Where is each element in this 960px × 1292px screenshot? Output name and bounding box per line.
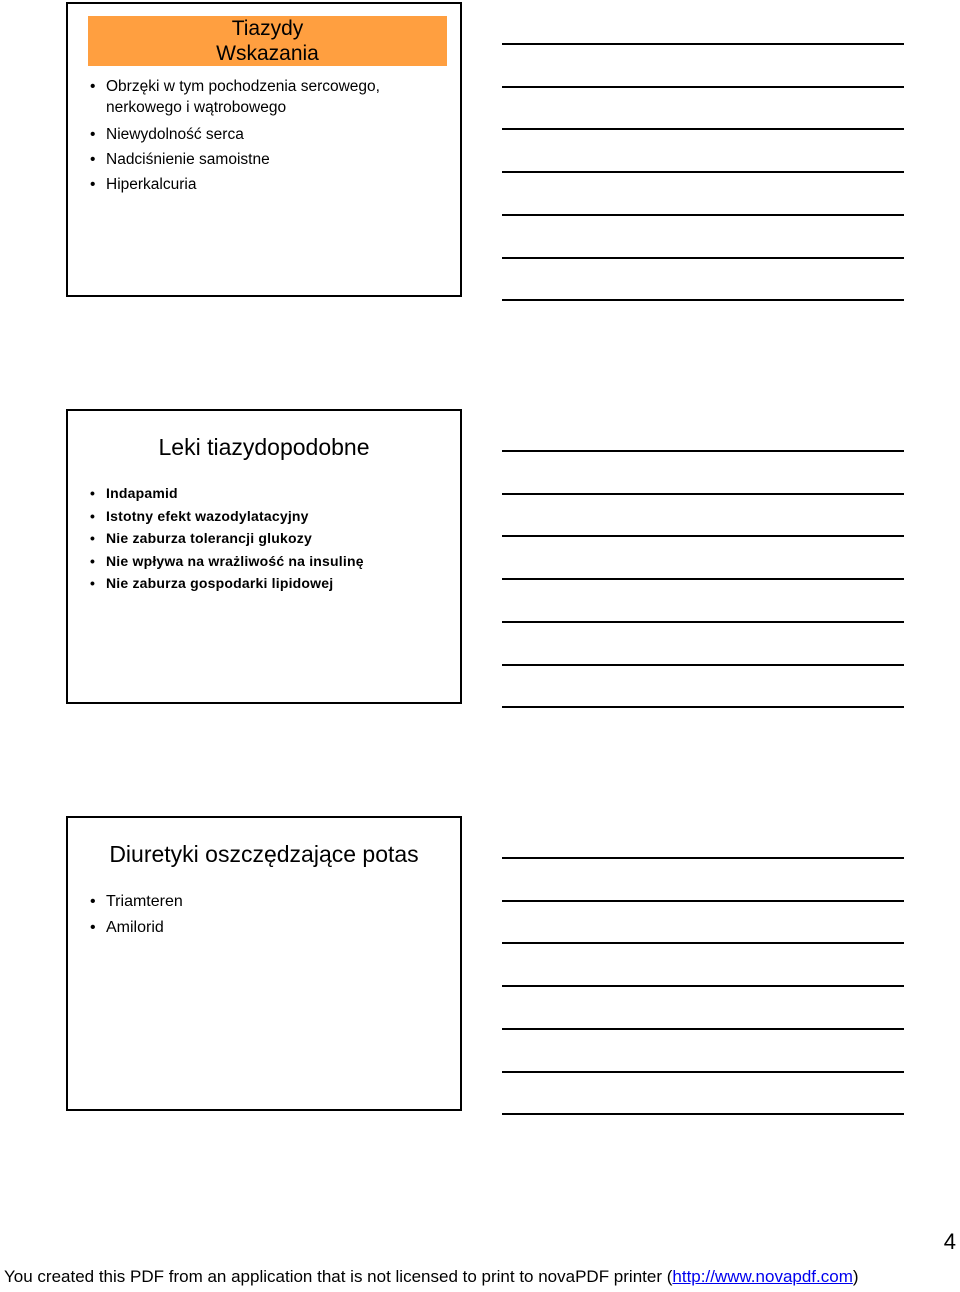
- bullet-item: • Niewydolność serca: [90, 122, 450, 147]
- note-line: [502, 299, 904, 301]
- slide-1: [66, 2, 462, 297]
- bullet-list: [90, 482, 450, 595]
- note-line: [502, 493, 904, 495]
- note-line: [502, 535, 904, 537]
- note-line: [502, 128, 904, 130]
- note-line: [502, 1113, 904, 1115]
- slide-3: [66, 816, 462, 1111]
- slide-title: Leki tiazydopodobne: [158, 434, 370, 460]
- slide-title: Diuretyki oszczędzające potas: [109, 841, 419, 867]
- slide-2: [66, 409, 462, 704]
- note-line: [502, 857, 904, 859]
- note-line: [502, 578, 904, 580]
- bullet-item: • Amilorid: [90, 915, 450, 941]
- footer-suffix: ): [852, 1267, 859, 1286]
- bullet-item: • Nie zaburza tolerancji glukozy: [90, 527, 450, 550]
- bullet-item: • Nie zaburza gospodarki lipidowej: [90, 572, 450, 595]
- bullet-item: • Obrzęki w tym pochodzenia sercowego, nerkowego i wątrobowego: [90, 76, 450, 118]
- note-line: [502, 942, 904, 944]
- note-line: [502, 450, 904, 452]
- note-line: [502, 706, 904, 708]
- note-line: [502, 214, 904, 216]
- bullet-item: • Nie wpływa na wrażliwość na insulinę: [90, 550, 450, 573]
- slide-title: [88, 16, 447, 66]
- note-line: [502, 621, 904, 623]
- bullet-item: • Nadciśnienie samoistne: [90, 147, 450, 172]
- note-line: [502, 900, 904, 902]
- bullet-item: • Triamteren: [90, 889, 450, 915]
- note-line: [502, 985, 904, 987]
- note-line: [502, 1071, 904, 1073]
- note-line: [502, 257, 904, 259]
- bullet-list: [90, 889, 450, 941]
- slide-title-line-2: Wskazania: [216, 42, 319, 65]
- bullet-item: • Istotny efekt wazodylatacyjny: [90, 505, 450, 528]
- footer-prefix: You created this PDF from an application that is not licensed to print to novaPDF printer (: [4, 1267, 673, 1286]
- note-line: [502, 171, 904, 173]
- bullet-list: [90, 76, 450, 197]
- note-line: [502, 664, 904, 666]
- slide-title-line-1: Tiazydy: [231, 17, 304, 40]
- page-number: 4: [943, 1229, 956, 1254]
- novapdf-link[interactable]: http://www.novapdf.com: [672, 1267, 853, 1286]
- bullet-item: • Hiperkalcuria: [90, 172, 450, 197]
- note-line: [502, 1028, 904, 1030]
- note-line: [502, 43, 904, 45]
- note-line: [502, 86, 904, 88]
- footer-notice: [4, 1267, 859, 1287]
- bullet-item: • Indapamid: [90, 482, 450, 505]
